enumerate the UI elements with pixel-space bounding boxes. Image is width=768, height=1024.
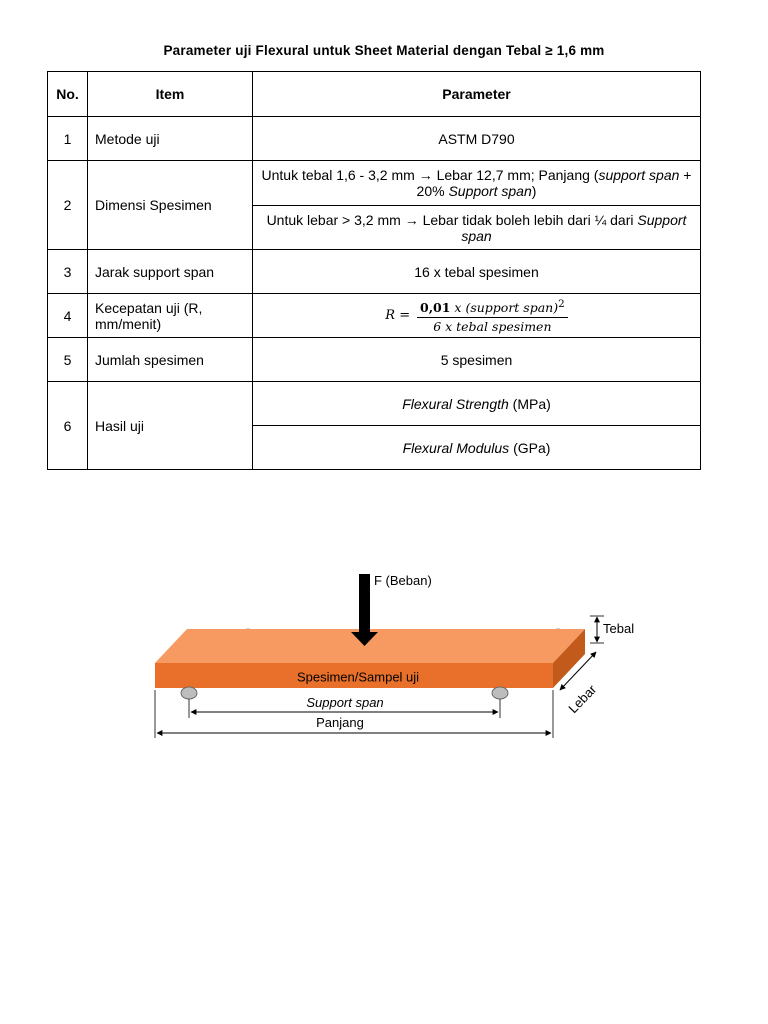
param-italic: support span — [598, 167, 680, 183]
table-row — [48, 294, 701, 338]
row-parameter — [253, 161, 701, 206]
formula-numerator-text: x (support span) — [450, 300, 559, 316]
speed-formula — [417, 296, 568, 334]
force-label: F (Beban) — [374, 573, 432, 588]
header-no: No. — [48, 72, 88, 117]
param-text: (GPa) — [509, 439, 551, 456]
length-label: Panjang — [316, 715, 364, 730]
formula-coefficient: 0,01 — [420, 300, 451, 316]
param-italic: Flexural Strength — [402, 395, 509, 412]
table-row — [48, 117, 701, 161]
row-parameter: 5 spesimen — [253, 338, 701, 382]
flexural-test-diagram — [0, 560, 768, 750]
row-parameter — [253, 206, 701, 250]
row-item: Metode uji — [88, 117, 253, 161]
row-item: Jarak support span — [88, 250, 253, 294]
formula-numerator — [417, 296, 568, 317]
formula-lhs: R = — [385, 308, 411, 323]
row-number: 3 — [48, 250, 88, 294]
param-text: Untuk tebal 1,6 - 3,2 mm — [261, 167, 419, 183]
parameter-table — [47, 71, 701, 470]
row-parameter — [253, 426, 701, 470]
param-italic: Support span — [461, 211, 687, 244]
row-number: 2 — [48, 161, 88, 250]
arrow-icon: → — [404, 211, 419, 228]
formula-exponent: 2 — [558, 298, 565, 311]
arrow-icon: → — [418, 167, 433, 183]
row-parameter: ASTM D790 — [253, 117, 701, 161]
formula-denominator: 6 x tebal spesimen — [433, 318, 552, 334]
header-parameter: Parameter — [253, 72, 701, 117]
thickness-label: Tebal — [603, 621, 635, 636]
row-item: Dimensi Spesimen — [88, 161, 253, 250]
row-parameter — [253, 294, 701, 338]
row-item: Jumlah spesimen — [88, 338, 253, 382]
support-span-label: Support span — [306, 695, 384, 710]
table-row — [48, 382, 701, 426]
param-text: Untuk lebar > 3,2 mm — [266, 211, 405, 228]
param-text: Lebar tidak boleh lebih dari ¼ dari — [418, 211, 638, 228]
param-italic: Flexural Modulus — [402, 439, 510, 456]
row-parameter — [253, 382, 701, 426]
row-item: Hasil uji — [88, 382, 253, 470]
param-text: ) — [531, 183, 537, 199]
table-row — [48, 338, 701, 382]
support-front-right — [492, 687, 508, 699]
table-header-row — [48, 72, 701, 117]
support-front-left — [181, 687, 197, 699]
page-title: Parameter uji Flexural untuk Sheet Material dengan Tebal ≥ 1,6 mm — [163, 43, 605, 58]
param-italic: Support span — [448, 183, 532, 199]
header-item: Item — [88, 72, 253, 117]
row-number: 6 — [48, 382, 88, 470]
row-number: 5 — [48, 338, 88, 382]
row-number: 4 — [48, 294, 88, 338]
specimen-label: Spesimen/Sampel uji — [296, 669, 420, 685]
row-number: 1 — [48, 117, 88, 161]
row-item: Kecepatan uji (R, mm/menit) — [88, 294, 253, 338]
param-text: Lebar 12,7 mm; Panjang ( — [432, 167, 599, 183]
row-parameter: 16 x tebal spesimen — [253, 250, 701, 294]
table-row — [48, 250, 701, 294]
width-label: Lebar — [565, 681, 600, 717]
param-text: + 20% — [416, 167, 692, 199]
param-text: (MPa) — [508, 395, 551, 412]
table-row — [48, 161, 701, 206]
force-arrow-shaft — [359, 574, 370, 632]
